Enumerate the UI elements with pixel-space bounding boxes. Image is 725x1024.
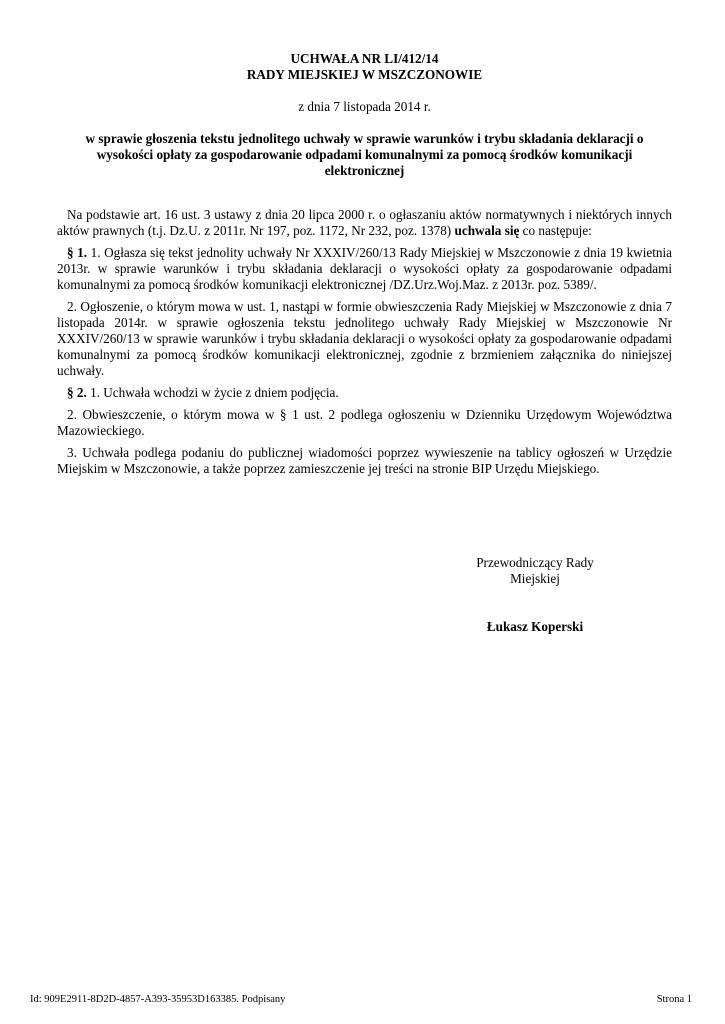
resolution-subject: w sprawie głoszenia tekstu jednolitego uchwały w sprawie warunków i trybu składania deklaracji o wysokości opłaty za gospodarowanie odpadami komunalnymi za pomocą środków komunikacji elektronicznej [85,131,644,178]
page-number: Strona 1 [656,994,692,1005]
preamble-tail: co następuje: [519,223,592,238]
section2-paragraph2: 2. Obwieszczenie, o którym mowa w § 1 ust. 2 podlega ogłoszeniu w Dzienniku Urzędowym Województwa Mazowieckiego. [57,407,672,438]
preamble-paragraph [57,207,672,239]
signature-role-line1: Przewodniczący Rady [476,555,594,570]
signature-name: Łukasz Koperski [486,619,584,634]
resolution-date: z dnia 7 listopada 2014 r. [298,99,431,114]
preamble-bold: uchwala się [454,223,520,238]
resolution-title [57,51,672,83]
section1-paragraph2: 2. Ogłoszenie, o którym mowa w ust. 1, nastąpi w formie obwieszczenia Rady Miejskiej w Mszczonowie z dnia 7 listopada 2014r. w sprawie ogłoszenia tekstu jednolitego uchwały Rady Miejskiej w Mszczonowie Nr XXXIV/260/13 w sprawie warunków i trybu składania deklaracji o wysokości opłaty za gospodarowanie odpadami komunalnymi za pomocą środków komunikacji elektronicznej, zgodnie z brzmieniem załącznika do niniejszej uchwały. [57,299,672,378]
section2-marker: § 2. [67,385,87,400]
section2-text1: 1. Uchwała wchodzi w życie z dniem podjęcia. [86,385,339,400]
section1-paragraph1 [57,245,672,293]
section2-paragraph3: 3. Uchwała podlega podaniu do publicznej wiadomości poprzez wywieszenie na tablicy ogłoszeń w Urzędzie Miejskim w Mszczonowie, a także poprzez zamieszczenie jej treści na stronie BIP Urzędu Miejskiego. [57,445,672,476]
document-id: Id: 909E2911-8D2D-4857-A393-35953D163385. Podpisany [30,994,286,1005]
document-body [57,51,672,477]
title-line-number: UCHWAŁA NR LI/412/14 [290,51,439,66]
signature-role-line2: Miejskiej [510,571,560,586]
section1-marker: § 1. [67,245,88,260]
section2-paragraph1 [57,385,672,401]
title-line-council: RADY MIEJSKIEJ W MSZCZONOWIE [246,67,483,82]
preamble-text: Na podstawie art. 16 ust. 3 ustawy z dnia 20 lipca 2000 r. o ogłaszaniu aktów normatywnych i niektórych innych aktów prawnych (t.j. Dz.U. z 2011r. Nr 197, poz. 1172, Nr 232, poz. 1378) [57,207,672,238]
signature-block [440,555,630,635]
section1-text1: 1. Ogłasza się tekst jednolity uchwały Nr XXXIV/260/13 Rady Miejskiej w Mszczonowie z dnia 19 kwietnia 2013r. w sprawie warunków i trybu składania deklaracji o wysokości opłaty za gospodarowanie odpadami komunalnymi za pomocą środków komunikacji elektronicznej /DZ.Urz.Woj.Maz. z 2013r. poz. 5389/. [57,245,672,292]
